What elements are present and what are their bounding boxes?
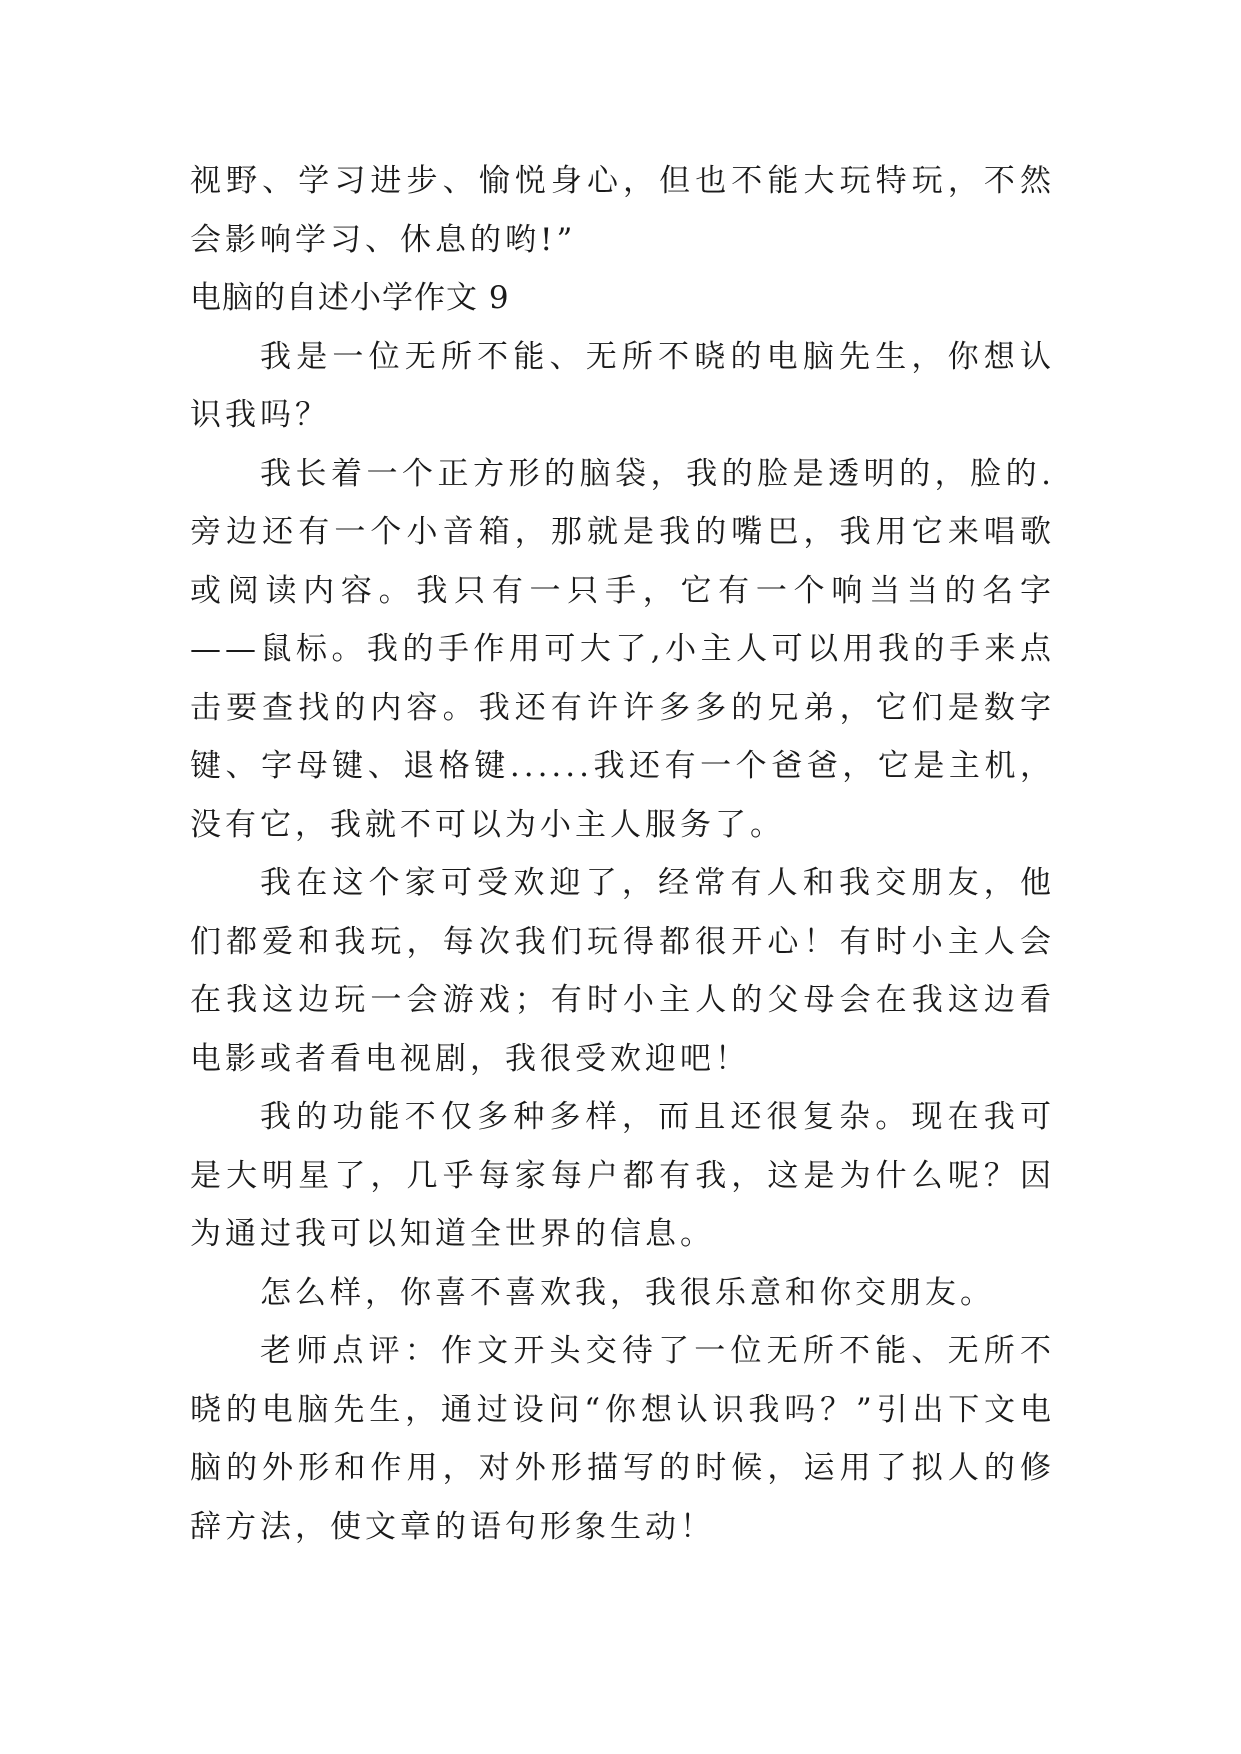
document-body [190,152,1055,1556]
carryover-paragraph: 视野、学习进步、愉悦身心，但也不能大玩特玩，不然会影响学习、休息的哟!” [190,163,1055,258]
paragraph-popularity: 我在这个家可受欢迎了，经常有人和我交朋友，他们都爱和我玩，每次我们玩得都很开心！有时小主人会在我这边玩一会游戏；有时小主人的父母会在我这边看电影或者看电视剧，我很受欢迎吧！ [190,865,1055,1077]
paragraph-intro: 我是一位无所不能、无所不晓的电脑先生，你想认识我吗？ [190,338,1055,433]
paragraph-appearance: 我长着一个正方形的脑袋，我的脸是透明的，脸的.旁边还有一个小音箱，那就是我的嘴巴，我用它来唱歌或阅读内容。我只有一只手，它有一个响当当的名字——鼠标。我的手作用可大了,小主人可以用我的手来点击要查找的内容。我还有许许多多的兄弟，它们是数字键、字母键、退格键......我还有一个爸爸，它是主机，没有它，我就不可以为小主人服务了。 [190,455,1055,843]
paragraph-function: 我的功能不仅多种多样，而且还很复杂。现在我可是大明星了，几乎每家每户都有我，这是为什么呢？因为通过我可以知道全世界的信息。 [190,1099,1055,1252]
teacher-comment: 老师点评：作文开头交待了一位无所不能、无所不晓的电脑先生，通过设问“你想认识我吗？”引出下文电脑的外形和作用，对外形描写的时候，运用了拟人的修辞方法，使文章的语句形象生动！ [190,1333,1055,1545]
essay-title: 电脑的自述小学作文 9 [190,280,510,316]
paragraph-closing: 怎么样，你喜不喜欢我，我很乐意和你交朋友。 [260,1274,995,1311]
